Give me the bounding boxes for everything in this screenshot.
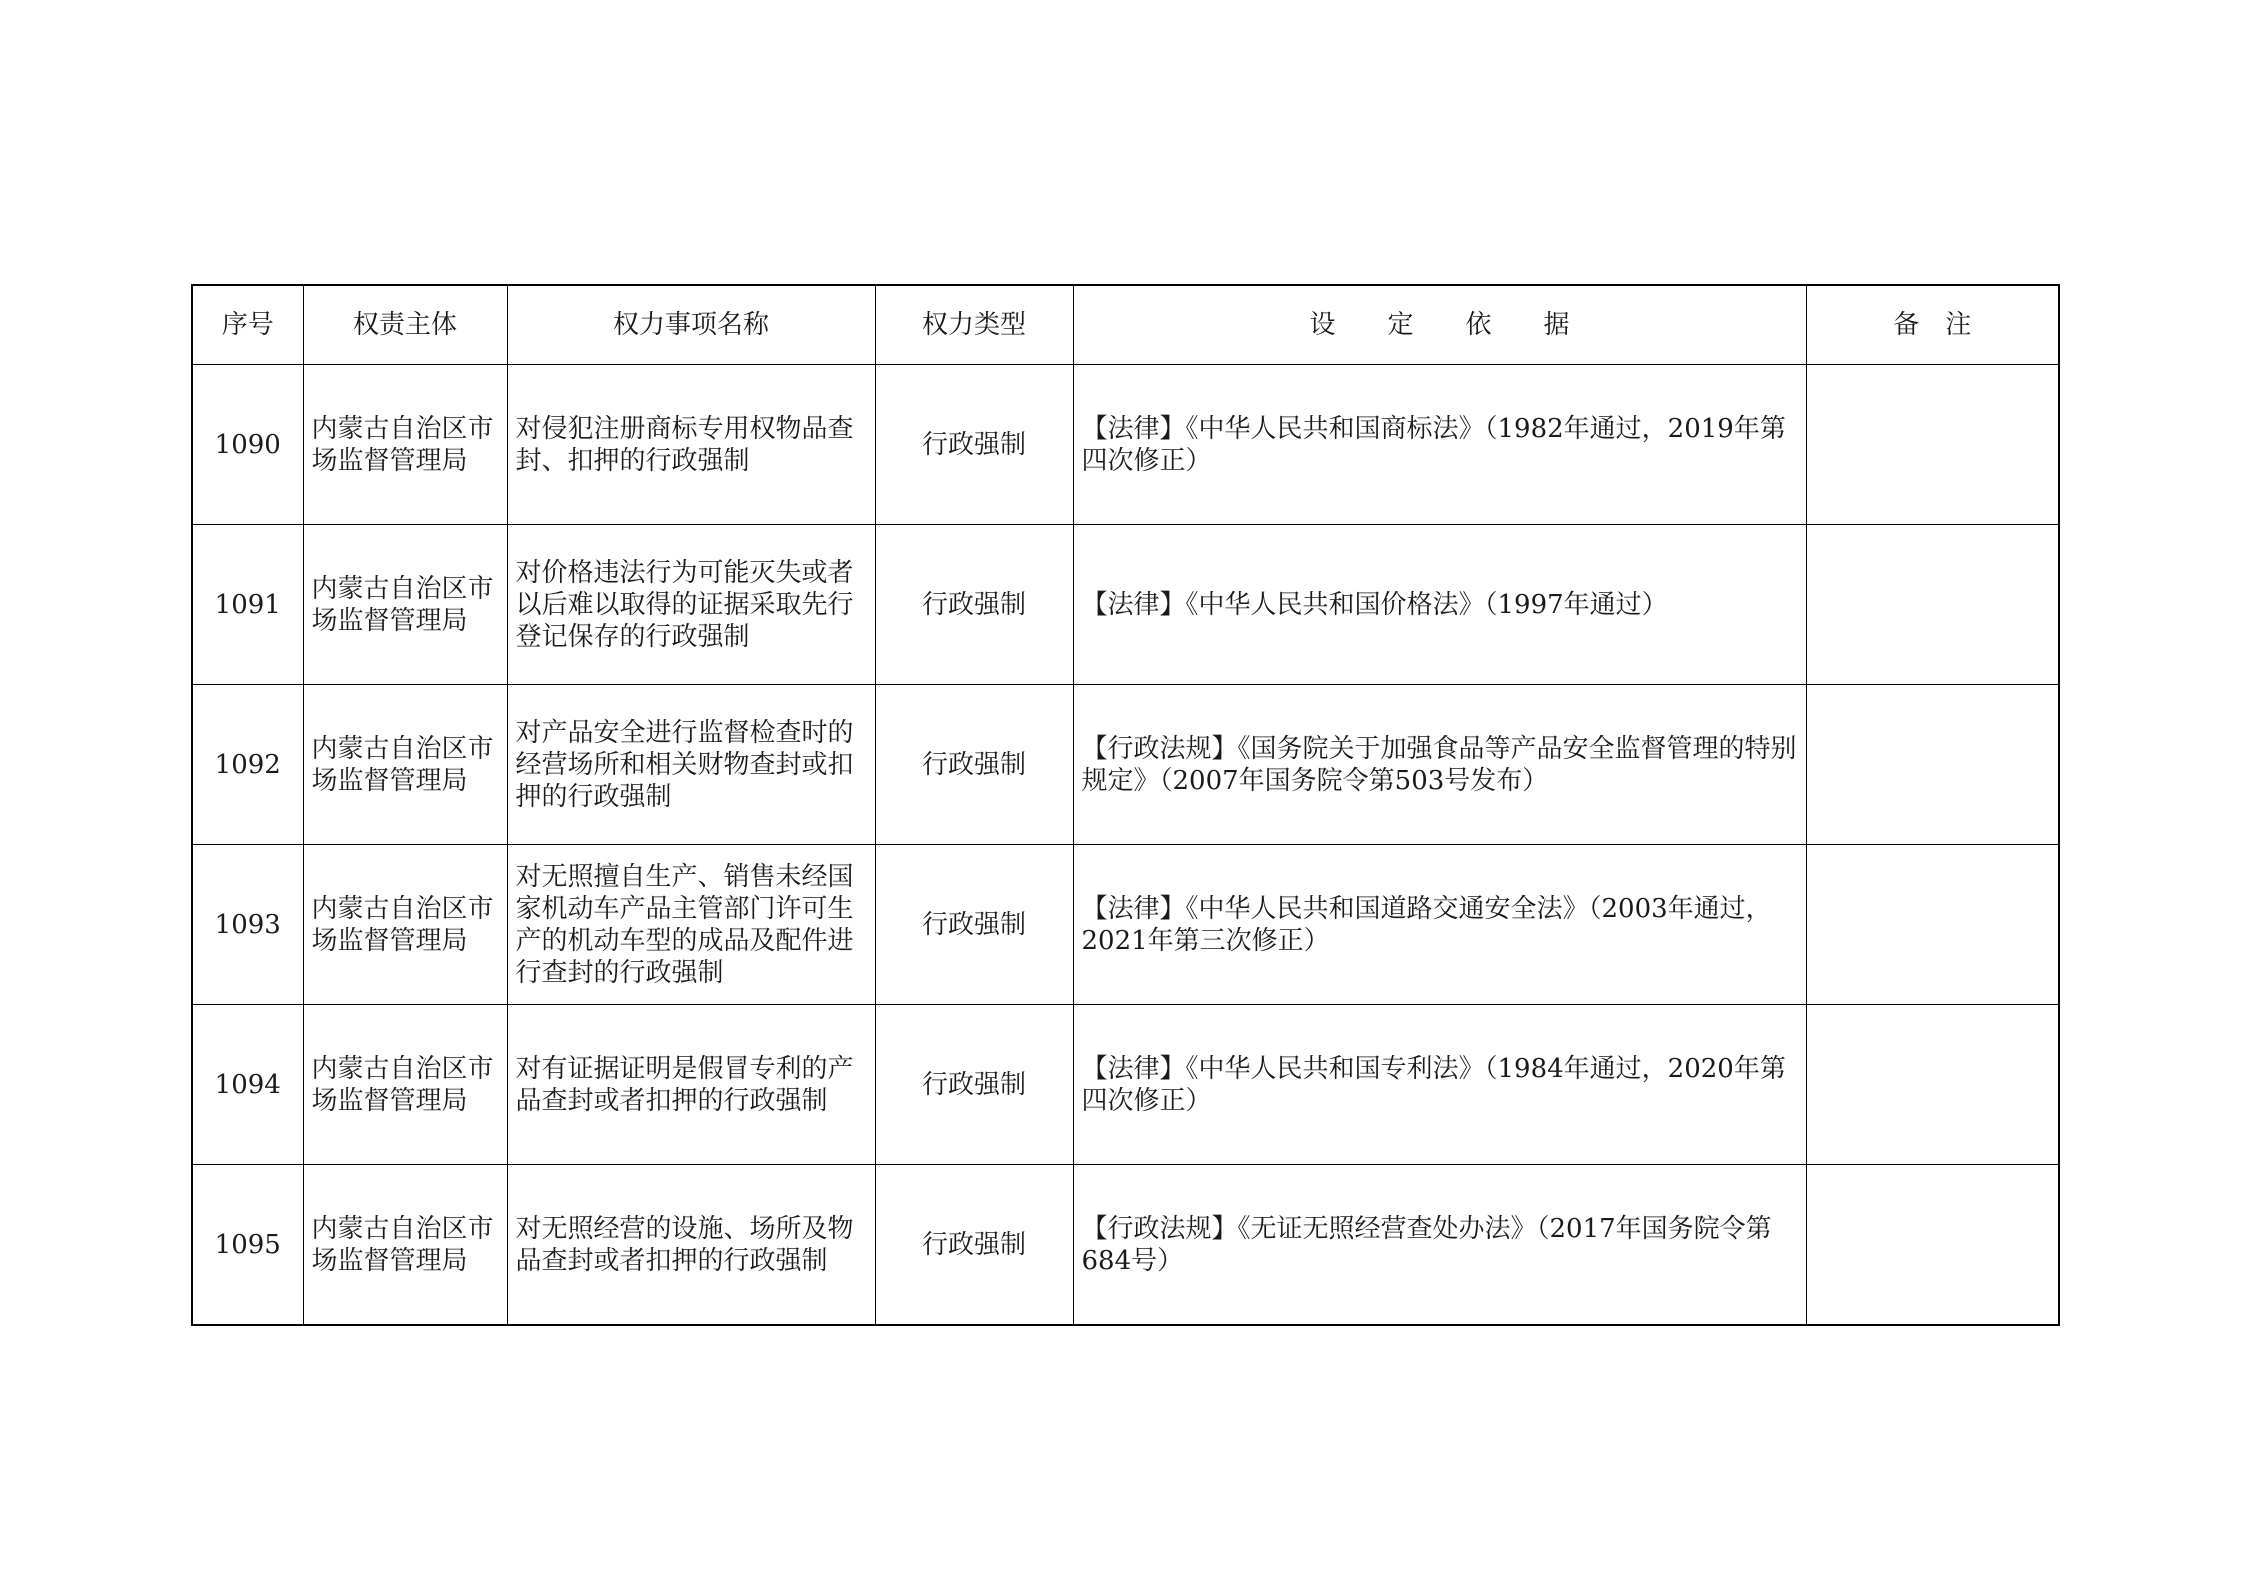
cell-type: 行政强制	[875, 365, 1073, 525]
cell-subject: 内蒙古自治区市场监督管理局	[303, 845, 507, 1005]
cell-seq: 1090	[192, 365, 303, 525]
header-subject: 权责主体	[303, 285, 507, 365]
table-header-row	[192, 285, 2059, 365]
cell-seq: 1092	[192, 685, 303, 845]
power-list-table	[191, 284, 2060, 1326]
table-row	[192, 1165, 2059, 1326]
cell-remark	[1806, 1005, 2059, 1165]
cell-name: 对侵犯注册商标专用权物品查封、扣押的行政强制	[507, 365, 875, 525]
cell-seq: 1093	[192, 845, 303, 1005]
table-row	[192, 685, 2059, 845]
cell-remark	[1806, 845, 2059, 1005]
cell-name: 对产品安全进行监督检查时的经营场所和相关财物查封或扣押的行政强制	[507, 685, 875, 845]
cell-type: 行政强制	[875, 1165, 1073, 1326]
table-row	[192, 845, 2059, 1005]
cell-basis: 【行政法规】《无证无照经营查处办法》（2017年国务院令第684号）	[1073, 1165, 1806, 1326]
cell-name: 对价格违法行为可能灭失或者以后难以取得的证据采取先行登记保存的行政强制	[507, 525, 875, 685]
cell-basis: 【行政法规】《国务院关于加强食品等产品安全监督管理的特别规定》（2007年国务院令第503号发布）	[1073, 685, 1806, 845]
header-type: 权力类型	[875, 285, 1073, 365]
cell-remark	[1806, 1165, 2059, 1326]
cell-type: 行政强制	[875, 1005, 1073, 1165]
table-row	[192, 1005, 2059, 1165]
cell-remark	[1806, 365, 2059, 525]
cell-type: 行政强制	[875, 685, 1073, 845]
header-seq: 序号	[192, 285, 303, 365]
header-basis: 设 定 依 据	[1073, 285, 1806, 365]
cell-seq: 1091	[192, 525, 303, 685]
cell-basis: 【法律】《中华人民共和国专利法》（1984年通过，2020年第四次修正）	[1073, 1005, 1806, 1165]
cell-subject: 内蒙古自治区市场监督管理局	[303, 365, 507, 525]
cell-basis: 【法律】《中华人民共和国商标法》（1982年通过，2019年第四次修正）	[1073, 365, 1806, 525]
cell-name: 对有证据证明是假冒专利的产品查封或者扣押的行政强制	[507, 1005, 875, 1165]
cell-basis: 【法律】《中华人民共和国价格法》（1997年通过）	[1073, 525, 1806, 685]
cell-remark	[1806, 525, 2059, 685]
cell-basis: 【法律】《中华人民共和国道路交通安全法》（2003年通过，2021年第三次修正）	[1073, 845, 1806, 1005]
cell-seq: 1094	[192, 1005, 303, 1165]
cell-remark	[1806, 685, 2059, 845]
table-row	[192, 365, 2059, 525]
cell-subject: 内蒙古自治区市场监督管理局	[303, 1165, 507, 1326]
cell-name: 对无照经营的设施、场所及物品查封或者扣押的行政强制	[507, 1165, 875, 1326]
header-name: 权力事项名称	[507, 285, 875, 365]
cell-name: 对无照擅自生产、销售未经国家机动车产品主管部门许可生产的机动车型的成品及配件进行查封的行政强制	[507, 845, 875, 1005]
cell-subject: 内蒙古自治区市场监督管理局	[303, 525, 507, 685]
table-row	[192, 525, 2059, 685]
cell-type: 行政强制	[875, 845, 1073, 1005]
cell-seq: 1095	[192, 1165, 303, 1326]
cell-subject: 内蒙古自治区市场监督管理局	[303, 685, 507, 845]
cell-type: 行政强制	[875, 525, 1073, 685]
header-remark: 备 注	[1806, 285, 2059, 365]
cell-subject: 内蒙古自治区市场监督管理局	[303, 1005, 507, 1165]
